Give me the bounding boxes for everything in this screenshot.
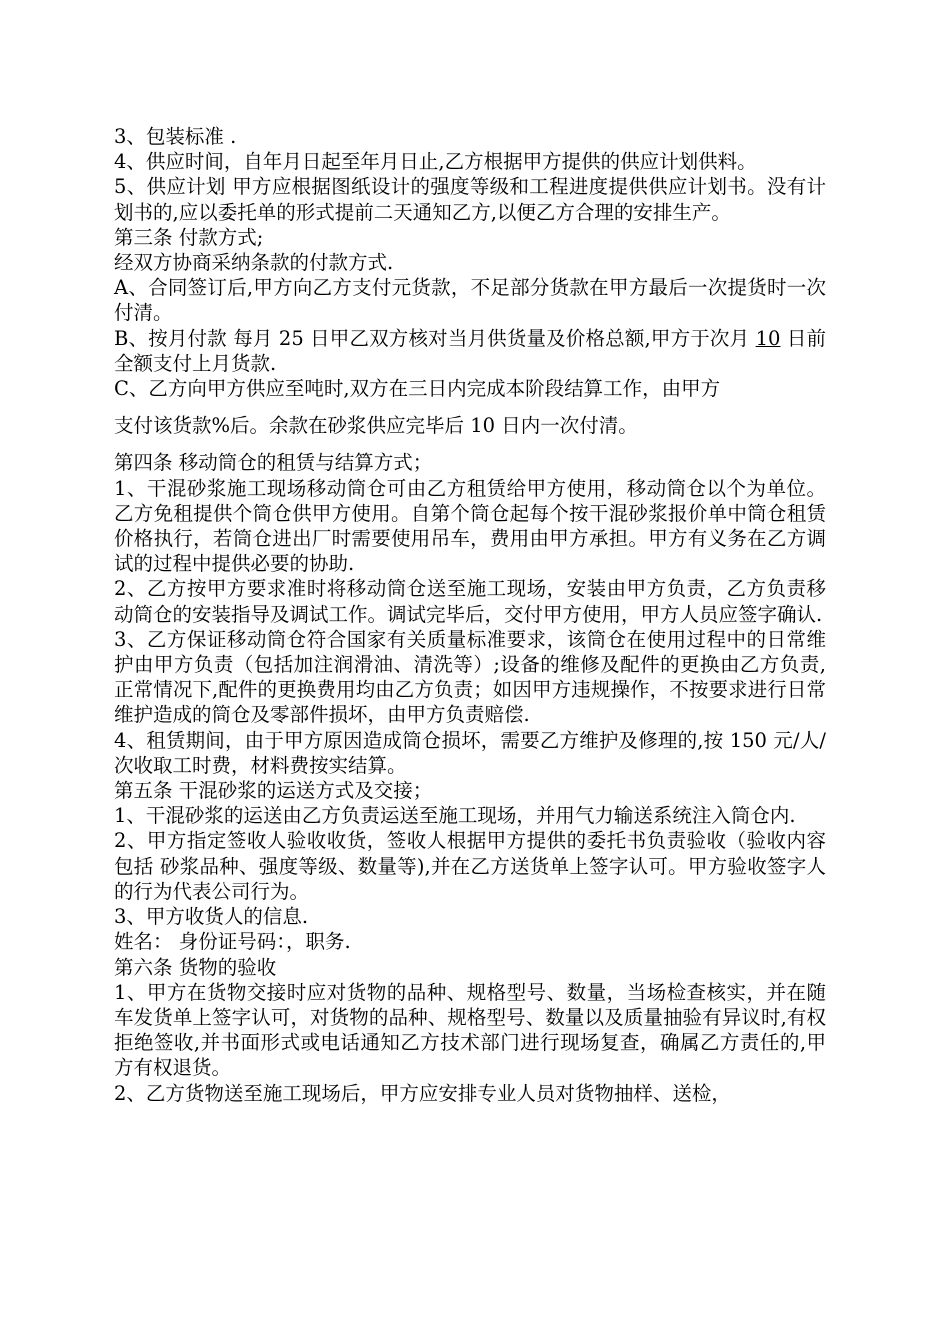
delivery-clause-1: 1、干混砂浆的运送由乙方负责运送至施工现场，并用气力输送系统注入筒仓内.: [114, 804, 796, 828]
article-3-heading: 第三条 付款方式;: [114, 225, 264, 249]
clause-supply-time: 4、供应时间，自年月日起至年月日止,乙方根据甲方提供的供应计划供料。: [114, 150, 757, 174]
clause-packaging-standard: 3、包装标准 .: [114, 125, 237, 148]
payment-option-c-continued: 支付该货款%后。余款在砂浆供应完毕后 10 日内一次付清。: [114, 414, 638, 438]
payment-day-underlined: 10: [755, 326, 781, 350]
silo-clause-1: 1、干混砂浆施工现场移动筒仓可由乙方租赁给甲方使用，移动筒仓以个为单位。乙方免租提供个筒仓供甲方使用。自第个筒仓起每个按干混砂浆报价单中筒仓租赁价格执行，若筒仓进出厂时需要使用吊车，费用由甲方承担。甲方有义务在乙方调试的过程中提供必要的协助.: [114, 476, 826, 576]
payment-option-c: C、乙方向甲方供应至吨时,双方在三日内完成本阶段结算工作，由甲方: [114, 377, 721, 401]
article-6-heading: 第六条 货物的验收: [114, 955, 277, 979]
silo-clause-2: 2、乙方按甲方要求准时将移动筒仓送至施工现场，安装由甲方负责，乙方负责移动筒仓的安装指导及调试工作。调试完毕后，交付甲方使用，甲方人员应签字确认.: [114, 577, 826, 626]
payment-option-a: A、合同签订后,甲方向乙方支付元货款，不足部分货款在甲方最后一次提货时一次付清。: [114, 276, 827, 325]
payment-option-b-tail: 日前全额支付上月货款.: [114, 326, 826, 375]
document-body: [114, 124, 826, 1106]
inspection-clause-1: 1、甲方在货物交接时应对货物的品种、规格型号、数量，当场检查核实，并在随车发货单上签字认可，对货物的品种、规格型号、数量以及质量抽验有异议时,有权拒绝签收,并书面形式或电话通知乙方技术部门进行现场复查，确属乙方责任的,甲方有权退货。: [114, 980, 826, 1080]
inspection-clause-2: 2、乙方货物送至施工现场后，甲方应安排专业人员对货物抽样、送检，: [114, 1081, 731, 1105]
spacer: [114, 401, 826, 413]
silo-clause-4: 4、租赁期间，由于甲方原因造成筒仓损坏，需要乙方维护及修理的,按 150 元/人/次收取工时费，材料费按实结算。: [114, 728, 826, 777]
clause-supply-plan: 5、供应计划 甲方应根据图纸设计的强度等级和工程进度提供供应计划书。没有计划书的,应以委托单的形式提前二天通知乙方,以便乙方合理的安排生产。: [114, 175, 826, 224]
delivery-clause-2: 2、甲方指定签收人验收收货，签收人根据甲方提供的委托书负责验收（验收内容包括 砂浆品种、强度等级、数量等),并在乙方送货单上签字认可。甲方验收签字人的行为代表公司行为。: [114, 829, 826, 903]
spacer: [114, 438, 826, 450]
silo-clause-3: 3、乙方保证移动筒仓符合国家有关质量标准要求，该筒仓在使用过程中的日常维护由甲方负责（包括加注润滑油、清洗等）;设备的维修及配件的更换由乙方负责,正常情况下,配件的更换费用均由乙方负责；如因甲方违规操作，不按要求进行日常维护造成的筒仓及零部件损坏，由甲方负责赔偿.: [114, 627, 826, 727]
receiver-info: 姓名： 身份证号码：，职务.: [114, 930, 351, 954]
article-4-heading: 第四条 移动筒仓的租赁与结算方式；: [114, 451, 433, 475]
article-5-heading: 第五条 干混砂浆的运送方式及交接；: [114, 779, 433, 803]
payment-option-b-text: B、按月付款 每月 25 日甲乙双方核对当月供货量及价格总额,甲方于次月: [114, 326, 756, 350]
payment-option-b: [114, 326, 826, 376]
payment-intro: 经双方协商采纳条款的付款方式.: [114, 251, 394, 275]
delivery-clause-3: 3、甲方收货人的信息.: [114, 905, 309, 929]
